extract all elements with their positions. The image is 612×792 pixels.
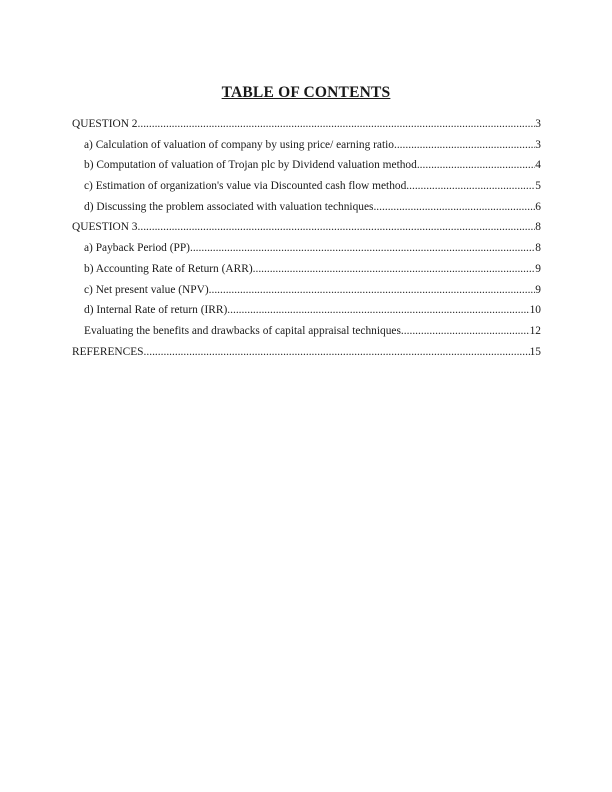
toc-entry-page: 10 — [529, 304, 541, 317]
toc-dot-leader — [190, 238, 535, 259]
toc-entry-label: Evaluating the benefits and drawbacks of capital appraisal techniques — [84, 324, 401, 337]
toc-entry-label: b) Accounting Rate of Return (ARR) — [84, 262, 253, 275]
toc-entry-page: 3 — [535, 118, 541, 130]
toc-dot-leader — [394, 135, 535, 156]
toc-entry-dcf[interactable] — [72, 176, 541, 197]
toc-entry-page: 9 — [535, 262, 541, 275]
toc-list — [72, 114, 541, 362]
toc-entry-arr[interactable] — [72, 259, 541, 280]
toc-entry-page: 3 — [535, 138, 541, 151]
toc-entry-page: 8 — [535, 221, 541, 234]
toc-entry-page: 15 — [529, 345, 541, 358]
toc-dot-leader — [138, 217, 536, 238]
toc-dot-leader — [417, 155, 535, 176]
toc-entry-label: b) Computation of valuation of Trojan plc by Dividend valuation method — [84, 159, 417, 172]
toc-entry-irr[interactable] — [72, 300, 541, 321]
toc-entry-question-2[interactable] — [72, 114, 541, 135]
toc-entry-label: d) Discussing the problem associated with valuation techniques — [84, 200, 374, 213]
toc-entry-label: c) Net present value (NPV) — [84, 283, 209, 296]
toc-entry-page: 6 — [535, 200, 541, 213]
toc-entry-page: 5 — [535, 180, 541, 193]
toc-entry-dividend-valuation[interactable] — [72, 155, 541, 176]
toc-entry-page: 8 — [535, 242, 541, 255]
toc-dot-leader — [209, 280, 536, 301]
toc-dot-leader — [144, 342, 530, 363]
toc-dot-leader — [373, 197, 535, 218]
toc-entry-capital-appraisal[interactable] — [72, 321, 541, 342]
toc-entry-page: 12 — [529, 324, 541, 337]
toc-entry-payback-period[interactable] — [72, 238, 541, 259]
toc-title: TABLE OF CONTENTS — [221, 84, 391, 101]
toc-dot-leader — [406, 176, 535, 197]
toc-entry-label: REFERENCES — [72, 345, 144, 358]
toc-entry-label: c) Estimation of organization's value via Discounted cash flow method — [84, 180, 407, 193]
toc-entry-label: a) Payback Period (PP) — [84, 242, 190, 255]
toc-entry-references[interactable] — [72, 342, 541, 363]
toc-entry-npv[interactable] — [72, 280, 541, 301]
toc-entry-page: 4 — [535, 159, 541, 172]
toc-dot-leader — [401, 321, 530, 342]
toc-entry-page: 9 — [535, 283, 541, 296]
toc-entry-question-3[interactable] — [72, 217, 541, 238]
toc-entry-label: a) Calculation of valuation of company by using price/ earning ratio — [84, 138, 394, 151]
toc-dot-leader — [227, 300, 529, 321]
toc-entry-valuation-problems[interactable] — [72, 197, 541, 218]
toc-dot-leader — [253, 259, 536, 280]
toc-entry-label: QUESTION 3 — [72, 221, 138, 234]
toc-entry-label: QUESTION 2 — [72, 118, 138, 130]
toc-entry-pe-ratio[interactable] — [72, 135, 541, 156]
toc-dot-leader — [138, 114, 536, 135]
toc-entry-label: d) Internal Rate of return (IRR) — [84, 304, 228, 317]
